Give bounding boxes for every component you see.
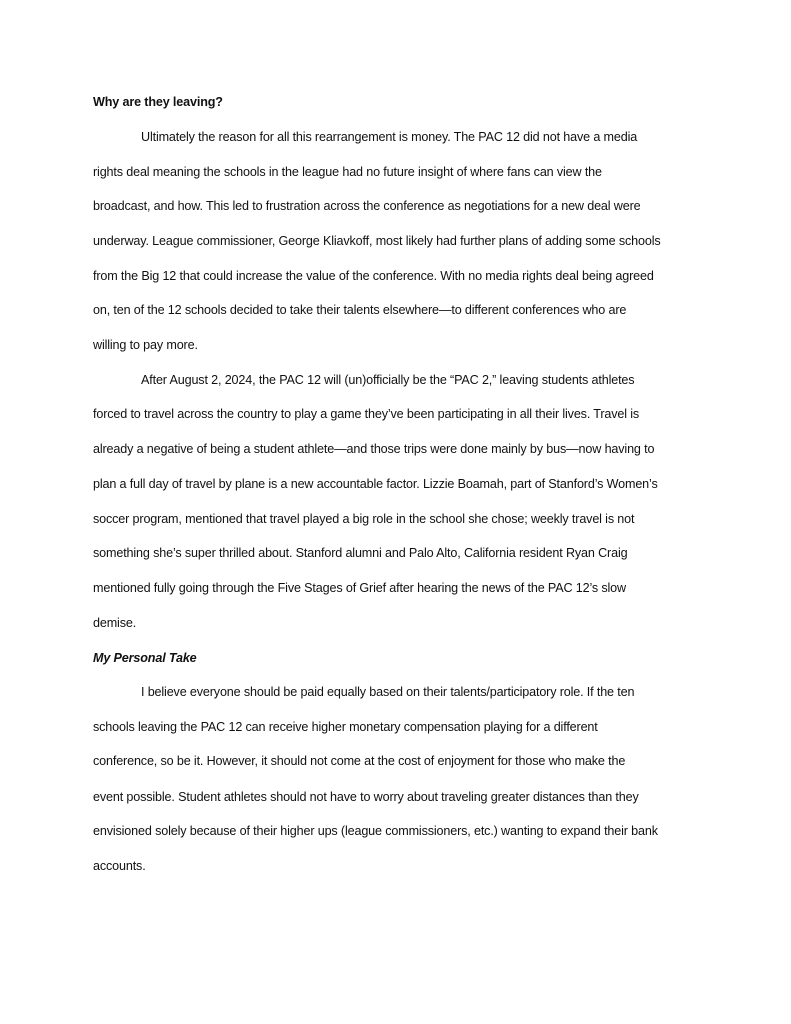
paragraph-line: rights deal meaning the schools in the league had no future insight of where fans can view the: [93, 165, 602, 179]
paragraph-line: something she’s super thrilled about. Stanford alumni and Palo Alto, California resident Ryan Craig: [93, 546, 628, 560]
paragraph-line: accounts.: [93, 859, 146, 873]
paragraph-line: already a negative of being a student athlete—and those trips were done mainly by bus—now having to: [93, 442, 655, 456]
paragraph-line: Ultimately the reason for all this rearrangement is money. The PAC 12 did not have a media: [141, 130, 638, 144]
paragraph-line: schools leaving the PAC 12 can receive higher monetary compensation playing for a different: [93, 720, 598, 734]
paragraph-line: forced to travel across the country to play a game they’ve been participating in all their lives. Travel is: [93, 407, 640, 421]
paragraph-line: willing to pay more.: [93, 338, 198, 352]
paragraph-line: mentioned fully going through the Five Stages of Grief after hearing the news of the PAC 12’s slow: [93, 581, 626, 595]
paragraph-line: on, ten of the 12 schools decided to take their talents elsewhere—to different conferences who are: [93, 303, 627, 317]
paragraph-line: broadcast, and how. This led to frustration across the conference as negotiations for a new deal were: [93, 199, 641, 213]
paragraph-line: event possible. Student athletes should not have to worry about traveling greater distances than they: [93, 790, 639, 804]
paragraph-line: soccer program, mentioned that travel played a big role in the school she chose; weekly travel is not: [93, 512, 635, 526]
section-heading-personal-take: My Personal Take: [93, 651, 197, 665]
paragraph-line: envisioned solely because of their higher ups (league commissioners, etc.) wanting to expand their bank: [93, 824, 658, 838]
paragraph-line: conference, so be it. However, it should not come at the cost of enjoyment for those who make the: [93, 754, 626, 768]
section-heading-why-leaving: Why are they leaving?: [93, 95, 223, 109]
paragraph-line: After August 2, 2024, the PAC 12 will (un)officially be the “PAC 2,” leaving students athletes: [141, 373, 635, 387]
paragraph-line: underway. League commissioner, George Kliavkoff, most likely had further plans of adding some schools: [93, 234, 661, 248]
paragraph-line: demise.: [93, 616, 137, 630]
paragraph-line: I believe everyone should be paid equally based on their talents/participatory role. If the ten: [141, 685, 635, 699]
paragraph-line: from the Big 12 that could increase the value of the conference. With no media rights deal being agreed: [93, 269, 654, 283]
paragraph-line: plan a full day of travel by plane is a new accountable factor. Lizzie Boamah, part of Stanford’s Women’s: [93, 477, 658, 491]
